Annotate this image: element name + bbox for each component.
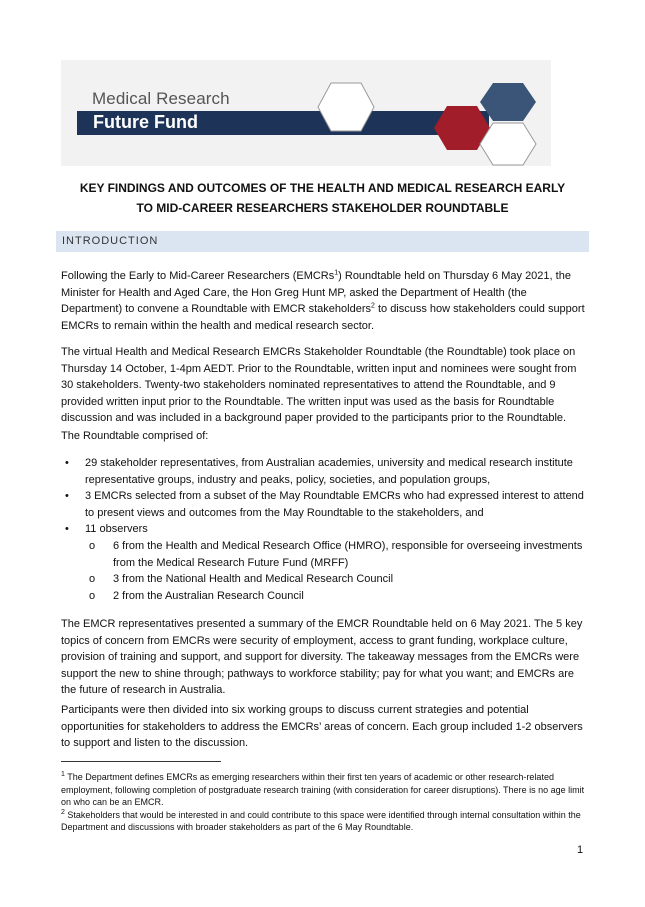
list-item [61,455,589,488]
circle-bullet-icon: o [89,573,96,586]
list-item [61,488,589,521]
footnotes [61,771,586,834]
footnote-1-text: The Department defines EMCRs as emerging researchers within their first ten years of academic or other research-related employment, following completion of postgraduate research training (with consideration for career disruptions). There is no age limit on who can be an EMCR. [61,772,585,808]
p5-text: Participants were then divided into six working groups to discuss current strategies and potential opportunities for stakeholders to address the EMCRs’ areas of concern. Each group included 1-2 observers to support and listen to the discussion. [61,704,583,750]
sub-list-item [61,538,589,571]
page-number: 1 [577,844,584,856]
section-heading: INTRODUCTION [62,235,159,247]
list-item-text: 29 stakeholder representatives, from Australian academies, university and medical research institute representative groups, industry and peaks, policy, societies, and population groups, [85,457,573,486]
sub-list-item-text: 2 from the Australian Research Council [113,589,304,602]
footnote-ref-2[interactable]: 2 [371,302,375,310]
sub-list-item [61,571,589,588]
bullet-icon: • [65,523,69,536]
footnote-ref-1[interactable]: 1 [334,269,339,277]
p2-text: The virtual Health and Medical Research EMCRs Stakeholder Roundtable (the Roundtable) took place on Thursday 14 October, 1-4pm AEDT. Prior to the Roundtable, written input and nominees were sought from 30 stakeholders. Twenty-two stakeholders nominated representatives to attend the Roundtable, and 9 provided written input prior to the Roundtable. The written input was used as the basis for Roundtable discussion and was included in a background paper provided to the participants prior to the Roundtable. [61,346,577,425]
paragraph-intro [61,268,589,334]
paragraph-comprised [61,428,589,445]
paragraph-working-groups [61,702,589,752]
list-item [61,521,589,538]
p1-text-b: ) Roundtable held on Thursday 6 May 2021, the Minister for Health and Aged Care, the Hon Greg Hunt MP, asked the Department of Health (the Department) to convene a Roundtable with EMCR stakeholders [61,270,571,316]
p3-text: The Roundtable comprised of: [61,430,209,442]
list-item-text: 3 EMCRs selected from a subset of the May Roundtable EMCRs who had expressed interest to attend to present views and outcomes from the May Roundtable to the stakeholders, and [85,490,584,519]
bullet-icon: • [65,490,69,503]
sub-list-item [61,588,589,605]
p1-text-a: Following the Early to Mid-Career Researchers (EMCRs [61,270,335,282]
circle-bullet-icon: o [89,539,96,552]
hexagon-outline-right-icon [479,122,537,166]
logo-text-line2: Future Fund [93,112,198,132]
list-item-text: 11 observers [85,523,148,536]
logo-text-line1: Medical Research [92,89,230,108]
p4-text: The EMCR representatives presented a summary of the EMCR Roundtable held on 6 May 2021. The 5 key topics of concern from EMCRs were security of employment, access to grant funding, workplace culture, provision of training and support, and support for diversity. The takeaway messages from the EMCRs were support the new to shine through; pathways to workforce stability; pay for what you want; and EMCRs are the future of research in Australia. [61,618,583,697]
footnote-mark-2: 2 [61,808,65,816]
footnote-divider [61,761,221,762]
footnote-2-text: Stakeholders that would be interested in and could contribute to this space were identified through internal consultation within the Department and discussions with broader stakeholders as part of the 6 May Roundtable. [61,809,581,833]
footnote-1 [61,771,586,809]
mrff-logo [61,60,551,166]
hexagon-outline-left-icon [317,82,375,132]
sub-list-item-text: 6 from the Health and Medical Research Office (HMRO), responsible for overseeing investments from the Medical Research Future Fund (MRFF) [113,539,583,569]
document-title [70,178,575,218]
p1-text-c: to discuss how stakeholders could support EMCRs to remain within the health and medical research sector. [61,303,585,332]
title-line1: KEY FINDINGS AND OUTCOMES OF THE HEALTH AND MEDICAL RESEARCH EARLY [79,181,566,195]
section-heading-bar [56,231,589,252]
footnote-mark-1: 1 [61,771,65,778]
bullet-icon: • [65,457,69,469]
sub-list-item-text: 3 from the National Health and Medical Research Council [113,573,394,586]
title-line2: TO MID-CAREER RESEARCHERS STAKEHOLDER ROUNDTABLE [136,201,509,215]
participant-list [61,455,589,604]
circle-bullet-icon: o [89,589,96,602]
paragraph-roundtable [61,344,589,427]
footnote-2 [61,809,586,834]
paragraph-summary [61,616,589,699]
